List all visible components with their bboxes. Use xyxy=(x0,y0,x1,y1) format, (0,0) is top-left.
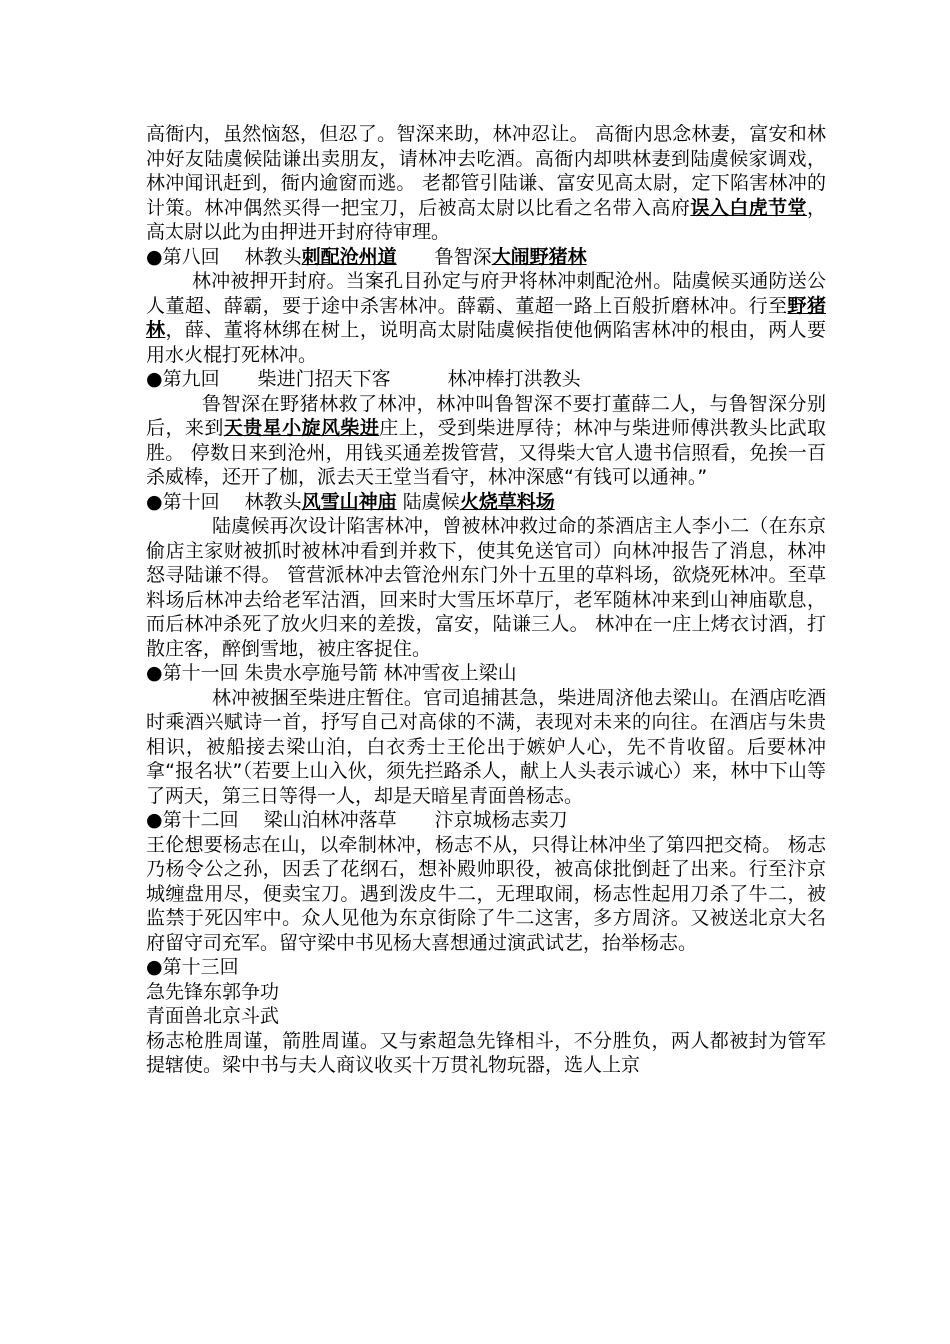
paragraph-chapter-12: 王伦想要杨志在山，以牵制林冲，杨志不从，只得让林冲坐了第四把交椅。 杨志乃杨令公之孙，因丢了花纲石，想补殿帅职役，被高俅批倒赶了出来。行至汴京城缠盘用尽，便卖宝刀。遇到泼皮牛二，无理取闹，杨志性起用刀杀了牛二，被监禁于死囚牢中。众人见他为东京街除了牛二这害，多方周济。又被送北京大名府留守司充军。留守梁中书见杨大喜想通过演武试艺，抬举杨志。 xyxy=(146,833,826,954)
heading-emphasis: 火烧草料场 xyxy=(459,490,555,513)
paragraph-text: ，薛、董将林绑在树上，说明高太尉陆虞候指使他俩陷害林冲的根由，两人要用水火棍打死林冲。 xyxy=(146,319,826,366)
chapter-9-heading xyxy=(146,367,826,392)
bullet-icon: ● xyxy=(146,490,163,513)
bullet-icon: ● xyxy=(146,245,163,268)
place-emphasis: 误入白虎节堂 xyxy=(690,196,807,219)
heading-emphasis: 风雪山神庙 xyxy=(301,490,397,513)
paragraph-chapter-7-end xyxy=(146,122,826,245)
paragraph-text: 高衙内，虽然恼怒，但忍了。智深来助，林冲忍让。 高衙内思念林妻，富安和林冲好友陆虞候陆谦出卖朋友，请林冲去吃酒。高衙内却哄林妻到陆虞候家调戏，林冲闻讯赶到，衙内逾窗而逃。 老都管引陆谦、富安见高太尉，定下陷害林冲的计策。林冲偶然买得一把宝刀，后被高太尉以比看之名带入高府 xyxy=(146,123,826,219)
bullet-icon: ● xyxy=(146,662,163,684)
chapter-11-heading xyxy=(146,661,826,686)
heading-emphasis: 刺配沧州道 xyxy=(301,245,397,268)
heading-text: 鲁智深 xyxy=(396,245,492,268)
heading-text: 第十二回 梁山泊林冲落草 汴京城杨志卖刀 xyxy=(162,809,568,831)
paragraph-text: 林冲被押开封府。当案孔目孙定与府尹将林冲刺配沧州。陆虞候买通防送公人董超、薛霸，要于途中杀害林冲。薛霸、董超一路上百般折磨林冲。行至 xyxy=(146,270,826,317)
bullet-icon: ● xyxy=(146,956,163,978)
heading-text: 第十一回 朱贵水亭施号箭 林冲雪夜上梁山 xyxy=(162,662,517,684)
heading-text: 陆虞候 xyxy=(396,490,460,513)
paragraph-text: 庄上，受到柴进厚待；林冲与柴进师傅洪教头比武取胜。 停数日来到沧州，用钱买通差拨管营，又得柴大官人遗书信照看，免挨一百杀威棒，还开了枷，派去天王堂当看守，林冲深感“有钱可以通神。” xyxy=(146,417,826,488)
bullet-icon: ● xyxy=(146,809,163,831)
paragraph-chapter-13: 杨志枪胜周谨，箭胜周谨。又与索超急先锋相斗，不分胜负，两人都被封为管军提辖使。梁中书与夫人商议收买十万贯礼物玩器，选人上京 xyxy=(146,1029,826,1076)
paragraph-chapter-11: 林冲被捆至柴进庄暂住。官司追捕甚急，柴进周济他去梁山。在酒店吃酒时乘酒兴赋诗一首，抒写自己对高俅的不满，表现对未来的向往。在酒店与朱贵相识，被船接去梁山泊，白衣秀士王伦出于嫉妒人心，先不肯收留。后要林冲拿“报名状”（若要上山入伙，须先拦路杀人，献上人头表示诚心）来，林中下山等了两天，第三日等得一人，却是天暗星青面兽杨志。 xyxy=(146,686,826,807)
heading-emphasis: 大闹野猪林 xyxy=(491,245,587,268)
chapter-12-heading xyxy=(146,808,826,833)
chapter-13-title-line-1: 急先锋东郭争功 xyxy=(146,980,280,1003)
chapter-13-title-line-2: 青面兽北京斗武 xyxy=(146,1005,280,1027)
name-emphasis: 天贵星小旋风柴进 xyxy=(223,417,380,439)
heading-text: 第十三回 xyxy=(162,956,239,978)
bullet-icon: ● xyxy=(146,368,163,390)
document-page xyxy=(146,122,826,1078)
paragraph-text: 鲁智深在野猪林救了林冲，林冲叫鲁智深不要打董薛二人，与鲁智深分别后，来到 xyxy=(146,392,826,439)
heading-text: 第十回 林教头 xyxy=(162,490,302,513)
paragraph-chapter-8 xyxy=(146,269,826,367)
chapter-8-heading xyxy=(146,245,826,270)
heading-text: 第九回 柴进门招天下客 林冲棒打洪教头 xyxy=(162,368,581,390)
chapter-10-heading xyxy=(146,490,826,515)
paragraph-chapter-10: 陆虞候再次设计陷害林冲，曾被林冲救过命的茶酒店主人李小二（在东京偷店主家财被抓时被林冲看到并救下，使其免送官司）向林冲报告了消息，林冲怒寻陆谦不得。 管营派林冲去管沧州东门外十五里的草料场，欲烧死林冲。至草料场后林冲去给老军沽酒，回来时大雪压坏草厅，老军随林冲来到山神庙歇息，而后林冲杀死了放火归来的差拨，富安，陆谦三人。 林冲在一庄上烤衣讨酒，打散庄客，醉倒雪地，被庄客捉住。 xyxy=(146,515,826,660)
chapter-13-heading xyxy=(146,955,826,980)
place-emphasis: 野猪林 xyxy=(146,294,826,341)
heading-text: 第八回 林教头 xyxy=(162,245,302,268)
paragraph-chapter-9 xyxy=(146,392,826,490)
paragraph-text: ，高太尉以此为由押进开封府待审理。 xyxy=(146,196,826,243)
